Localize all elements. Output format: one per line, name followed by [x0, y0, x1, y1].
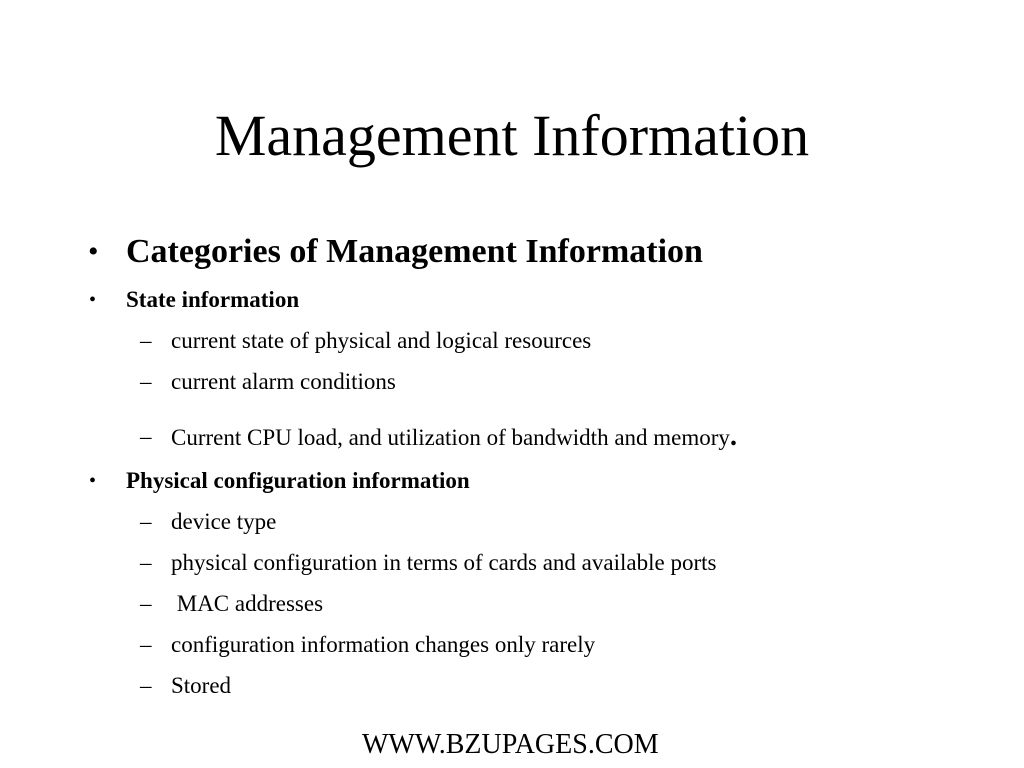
label-state-information: State information: [126, 287, 300, 312]
slide-title: Management Information: [214, 103, 810, 168]
dash-icon: –: [140, 673, 152, 698]
list-item: current alarm conditions: [171, 369, 396, 394]
dash-icon: –: [140, 424, 152, 449]
bullet-physical-configuration: •: [89, 470, 97, 492]
list-item: [171, 422, 737, 453]
dash-icon: –: [140, 632, 152, 657]
list-item: device type: [171, 509, 277, 534]
list-item: physical configuration in terms of cards and available ports: [171, 550, 717, 575]
list-item: current state of physical and logical resources: [171, 328, 592, 353]
list-item-suffix: .: [729, 421, 737, 452]
dash-icon: –: [140, 328, 152, 353]
list-item-text: Current CPU load, and utilization of bandwidth and memory: [171, 425, 730, 450]
label-physical-configuration: Physical configuration information: [126, 468, 470, 493]
dash-icon: –: [140, 591, 152, 616]
list-item: Stored: [171, 673, 232, 698]
dash-icon: –: [140, 550, 152, 575]
list-item: MAC addresses: [171, 591, 324, 616]
heading-bullet: •: [88, 235, 99, 268]
bullet-state-information: •: [89, 289, 97, 311]
dash-icon: –: [140, 369, 152, 394]
section-heading: Categories of Management Information: [126, 233, 703, 270]
dash-icon: –: [140, 509, 152, 534]
footer-watermark: WWW.BZUPAGES.COM: [362, 729, 659, 760]
list-item: configuration information changes only rarely: [171, 632, 596, 657]
